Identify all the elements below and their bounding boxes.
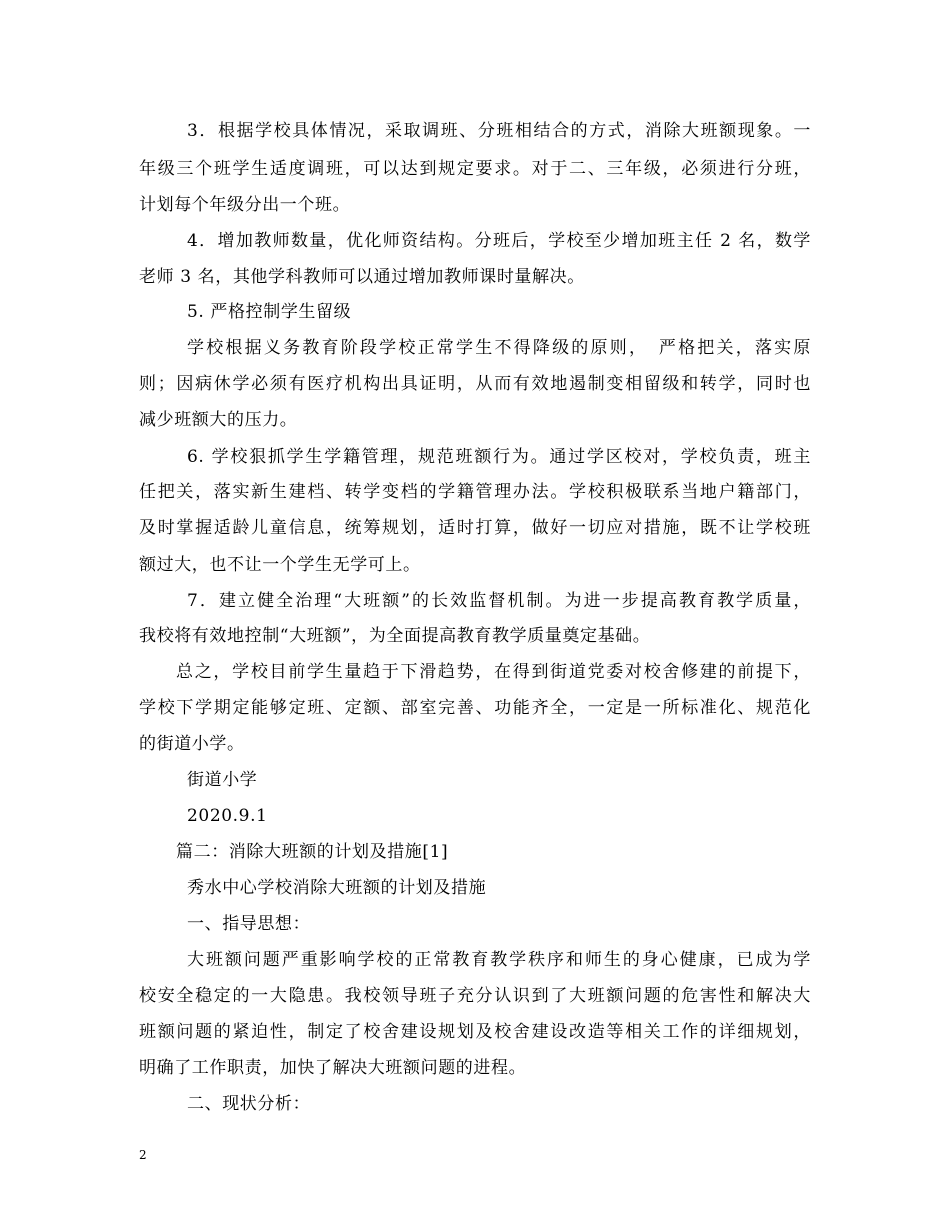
paragraph-line: 明确了工作职责，加快了解决大班额问题的进程。 — [139, 1058, 527, 1078]
paragraph-line: 班额问题的紧迫性，制定了校舍建设规划及校舍建设改造等相关工作的详细规划， — [139, 1022, 811, 1042]
section-heading: 二、现状分析： — [187, 1094, 311, 1114]
signature-date: 2020.9.1 — [187, 806, 268, 826]
page-number: 2 — [139, 1148, 147, 1162]
paragraph-line: 老师 3 名，其他学科教师可以通过增加教师课时量解决。 — [139, 267, 585, 287]
paragraph-line: 大班额问题严重影响学校的正常教育教学秩序和师生的身心健康，已成为学 — [187, 950, 811, 970]
paragraph-line: 总之，学校目前学生量趋于下滑趋势，在得到街道党委对校舍修建的前提下， — [176, 662, 811, 682]
paragraph-line: 学校下学期定能够定班、定额、部室完善、功能齐全，一定是一所标准化、规范化 — [139, 698, 811, 718]
paragraph-line: 计划每个年级分出一个班。 — [139, 195, 351, 215]
paragraph-line: 减少班额大的压力。 — [139, 410, 298, 430]
article-heading: 篇二：消除大班额的计划及措施[1] — [176, 842, 449, 862]
signature-name: 街道小学 — [187, 770, 258, 790]
article-title: 秀水中心学校消除大班额的计划及措施 — [187, 878, 487, 898]
paragraph-line: 学校根据义务教育阶段学校正常学生不得降级的原则， 严格把关，落实原 — [187, 338, 811, 358]
section-heading: 5. 严格控制学生留级 — [187, 302, 352, 322]
paragraph-line: 及时掌握适龄儿童信息，统筹规划，适时打算，做好一切应对措施，既不让学校班 — [139, 518, 811, 538]
paragraph-line: 年级三个班学生适度调班，可以达到规定要求。对于二、三年级，必须进行分班， — [139, 159, 811, 179]
paragraph-line: 7．建立健全治理“大班额”的长效监督机制。为进一步提高教育教学质量， — [187, 591, 811, 611]
paragraph-line: 任把关，落实新生建档、转学变档的学籍管理办法。学校积极联系当地户籍部门， — [139, 482, 811, 502]
paragraph-line: 的街道小学。 — [139, 734, 245, 754]
paragraph-line: 3．根据学校具体情况，采取调班、分班相结合的方式，消除大班额现象。一 — [187, 121, 811, 141]
section-heading: 一、指导思想： — [187, 914, 311, 934]
paragraph-line: 4．增加教师数量，优化师资结构。分班后，学校至少增加班主任 2 名，数学 — [187, 231, 811, 251]
paragraph-line: 额过大，也不让一个学生无学可上。 — [139, 555, 421, 575]
paragraph-line: 我校将有效地控制“大班额”，为全面提高教育教学质量奠定基础。 — [139, 626, 651, 646]
paragraph-line: 则；因病休学必须有医疗机构出具证明，从而有效地遏制变相留级和转学，同时也 — [139, 374, 811, 394]
paragraph-line: 校安全稳定的一大隐患。我校领导班子充分认识到了大班额问题的危害性和解决大 — [139, 986, 811, 1006]
paragraph-line: 6. 学校狠抓学生学籍管理，规范班额行为。通过学区校对，学校负责，班主 — [187, 447, 811, 467]
